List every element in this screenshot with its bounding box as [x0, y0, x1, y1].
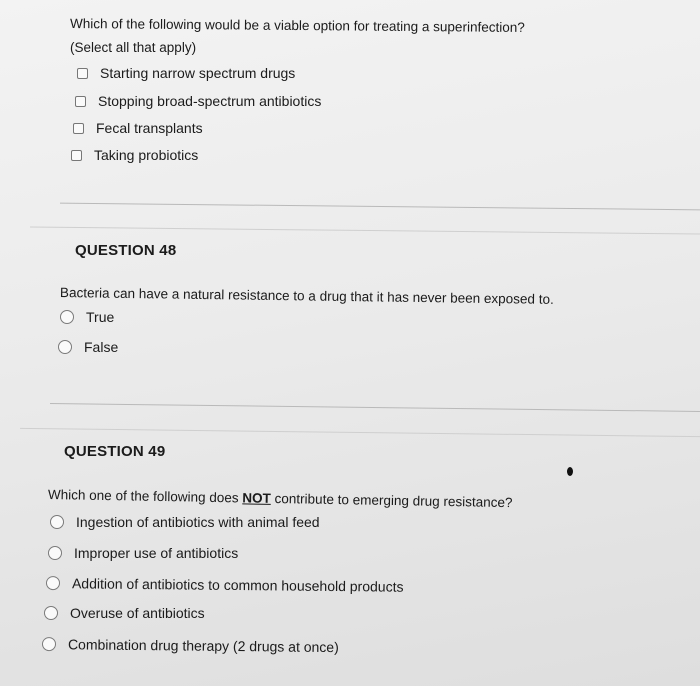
q48-option-true[interactable] [60, 309, 114, 325]
question-47-instruction: (Select all that apply) [70, 40, 197, 55]
section-divider [50, 403, 700, 412]
prompt-text: Which one of the following does [47, 487, 239, 506]
checkbox[interactable] [77, 68, 88, 79]
q49-option-5[interactable] [42, 636, 339, 655]
option-label: Taking probiotics [94, 147, 199, 163]
option-label: Fecal transplants [96, 120, 203, 136]
q48-option-false[interactable] [58, 339, 118, 355]
option-label: Ingestion of antibiotics with animal feed [76, 514, 320, 530]
question-47-prompt: Which of the following would be a viable option for treating a superinfection? [69, 16, 525, 35]
radio-button[interactable] [48, 546, 62, 560]
section-divider [30, 226, 700, 234]
radio-button[interactable] [58, 340, 72, 354]
q47-option-3[interactable] [73, 120, 203, 136]
q47-option-1[interactable] [77, 65, 295, 81]
checkbox[interactable] [75, 96, 86, 107]
radio-button[interactable] [42, 637, 56, 651]
option-label: Stopping broad-spectrum antibiotics [98, 93, 322, 109]
prompt-emphasis: NOT [242, 490, 271, 506]
option-label: Combination drug therapy (2 drugs at once) [67, 636, 339, 656]
radio-button[interactable] [46, 576, 60, 590]
ink-dot [567, 467, 573, 476]
question-48-prompt: Bacteria can have a natural resistance to a drug that it has never been exposed to. [59, 285, 554, 307]
question-49-heading: QUESTION 49 [64, 443, 166, 460]
section-divider [20, 428, 700, 437]
q49-option-2[interactable] [48, 545, 238, 561]
prompt-text: contribute to emerging drug resistance? [274, 490, 513, 511]
option-label: Addition of antibiotics to common household products [71, 575, 404, 595]
radio-button[interactable] [60, 310, 74, 324]
section-divider [60, 203, 700, 211]
option-label: Starting narrow spectrum drugs [100, 65, 296, 81]
option-label: False [84, 339, 119, 355]
checkbox[interactable] [73, 123, 84, 134]
radio-button[interactable] [44, 606, 58, 620]
option-label: Overuse of antibiotics [70, 605, 205, 621]
radio-button[interactable] [50, 515, 64, 529]
q49-option-4[interactable] [44, 605, 205, 621]
option-label: Improper use of antibiotics [74, 545, 239, 561]
option-label: True [86, 309, 115, 325]
q47-option-4[interactable] [71, 147, 198, 163]
checkbox[interactable] [71, 150, 82, 161]
question-49-prompt [48, 487, 513, 510]
q47-option-2[interactable] [75, 93, 321, 109]
question-48-heading: QUESTION 48 [75, 242, 177, 259]
q49-option-3[interactable] [46, 575, 404, 595]
q49-option-1[interactable] [50, 514, 320, 530]
